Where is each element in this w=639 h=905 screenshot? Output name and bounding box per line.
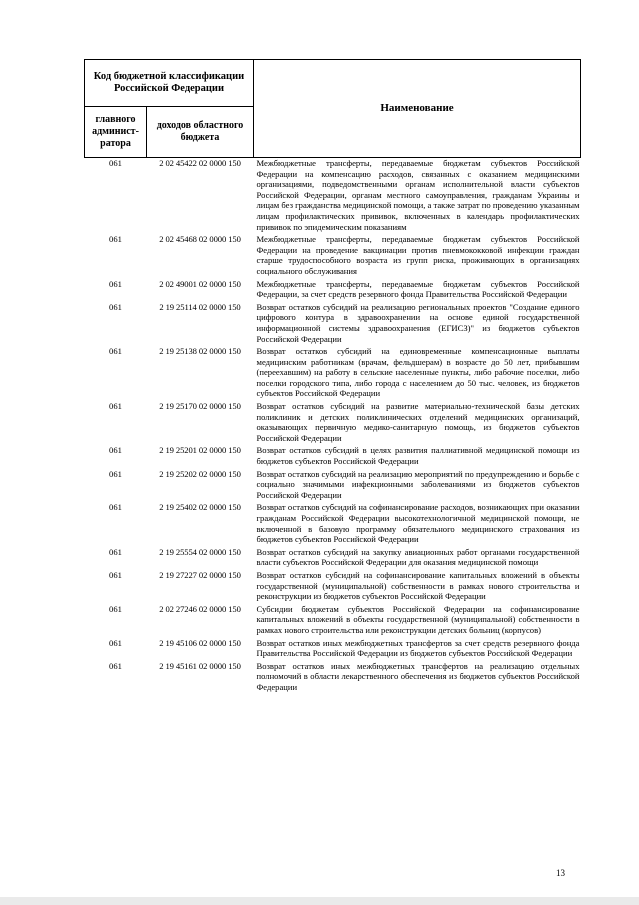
table-body [85, 158, 581, 695]
row-admin-code: 061 [109, 401, 122, 412]
table-row [85, 469, 581, 503]
header-group-title: Код бюджетной классификации Российской Федерации [85, 60, 254, 107]
budget-classification-table [84, 59, 581, 695]
row-name: Возврат остатков субсидий на реализацию региональных проектов "Создание единого цифрового контура в здравоохранении на основе единой государственной информационной системы здравоохранения (ЕГИСЗ)" из бюджетов субъектов Российской Федерации [256, 301, 580, 344]
row-name: Возврат остатков субсидий на софинансирование капитальных вложений в объекты государственной (муниципальной) собственности в рамках нового строительства и реконструкции из бюджетов субъектов Российской Федерации [256, 569, 580, 602]
page-bottom-edge [0, 897, 639, 905]
row-name: Возврат остатков субсидий на софинансирование расходов, возникающих при оказании гражданам Российской Федерации высокотехнологичной медицинской помощи, не включенной в базовую программу обязательного медицинского страхования из бюджетов субъектов Российской Федерации [256, 502, 580, 545]
row-admin-code: 061 [109, 660, 122, 671]
row-admin-code: 061 [109, 158, 122, 168]
row-name: Возврат остатков субсидий на развитие материально-технической базы детских поликлиник и детских поликлинических отделений медицинских организаций, оказывающих первичную медико-санитарную помощь, из бюджетов субъектов Российской Федерации [256, 401, 580, 443]
row-income-code: 2 02 45422 02 0000 150 [159, 158, 241, 168]
row-admin-code: 061 [109, 346, 122, 357]
row-name: Возврат остатков субсидий на единовременные компенсационные выплаты медицинским работникам (врачам, фельдшерам) в возрасте до 50 лет, прибывшим (переехавшим) на работу в сельские населенные пункты, либо рабочие поселки, либо поселки городского типа, либо города с населением до 50 тыс. человек, из бюджетов субъектов Российской Федерации [256, 346, 580, 399]
table-row [85, 661, 581, 695]
row-income-code: 2 19 25114 02 0000 150 [159, 301, 241, 312]
row-name: Межбюджетные трансферты, передаваемые бюджетам субъектов Российской Федерации на компенсацию расходов, связанных с оказанием медицинскими организациями, подведомственными органам исполнительной власти субъектов Российской Федерации, органам местного самоуправления, гражданам Украины и лицам без гражданства медицинской помощи, а также затрат по проведению указанным лицам профилактических прививок, включенных в календарь профилактических прививок по эпидемическим показаниям [256, 158, 580, 232]
row-income-code: 2 19 25402 02 0000 150 [159, 502, 241, 513]
row-income-code: 2 19 45106 02 0000 150 [159, 637, 241, 648]
row-name: Возврат остатков иных межбюджетных трансфертов на реализацию отдельных полномочий в области лекарственного обеспечения из бюджетов субъектов Российской Федерации [256, 660, 580, 692]
row-income-code: 2 19 25170 02 0000 150 [159, 401, 241, 412]
row-admin-code: 061 [109, 546, 122, 557]
row-income-code: 2 02 45468 02 0000 150 [159, 234, 241, 245]
table-row [85, 158, 581, 235]
row-admin-code: 061 [109, 502, 122, 513]
row-income-code: 2 19 25138 02 0000 150 [159, 346, 241, 357]
row-admin-code: 061 [109, 234, 122, 245]
table-row [85, 638, 581, 661]
table-row [85, 502, 581, 546]
row-name: Возврат остатков субсидий на реализацию мероприятий по предупреждению и борьбе с социально значимыми инфекционными заболеваниями из бюджетов субъектов Российской Федерации [256, 468, 580, 500]
row-income-code: 2 19 25202 02 0000 150 [159, 468, 241, 479]
row-admin-code: 061 [109, 301, 122, 312]
row-name: Межбюджетные трансферты, передаваемые бюджетам субъектов Российской Федерации, за счет средств резервного фонда Правительства Российской Федерации [256, 278, 580, 300]
row-name: Межбюджетные трансферты, передаваемые бюджетам субъектов Российской Федерации на проведение вакцинации против пневмококковой инфекции граждан старше трудоспособного возраста из групп риска, проживающих в организациях социального обслуживания [256, 234, 580, 276]
row-admin-code: 061 [109, 637, 122, 648]
header-code: доходов областного бюджета [147, 107, 254, 158]
row-admin-code: 061 [109, 468, 122, 479]
row-income-code: 2 02 49001 02 0000 150 [159, 278, 241, 289]
row-income-code: 2 19 25201 02 0000 150 [159, 445, 241, 456]
table-row [85, 346, 581, 401]
table-row [85, 234, 581, 278]
table-row [85, 445, 581, 468]
table-row [85, 401, 581, 445]
table-row [85, 604, 581, 638]
table-row [85, 302, 581, 346]
row-income-code: 2 19 45161 02 0000 150 [159, 660, 241, 671]
row-admin-code: 061 [109, 603, 122, 614]
row-admin-code: 061 [109, 445, 122, 456]
header-name: Наименование [254, 60, 581, 158]
row-income-code: 2 19 25554 02 0000 150 [159, 546, 241, 557]
row-name: Субсидии бюджетам субъектов Российской Федерации на софинансирование капитальных вложений в объекты государственной (муниципальной) собственности в рамках нового строительства или реконструкции детских больниц (корпусов) [256, 603, 580, 635]
row-admin-code: 061 [109, 278, 122, 289]
table-row [85, 570, 581, 604]
row-name: Возврат остатков субсидий в целях развития паллиативной медицинской помощи из бюджетов субъектов Российской Федерации [256, 445, 580, 467]
row-income-code: 2 02 27246 02 0000 150 [159, 603, 241, 614]
table-row [85, 547, 581, 570]
table-row [85, 279, 581, 302]
row-income-code: 2 19 27227 02 0000 150 [159, 569, 241, 580]
row-name: Возврат остатков субсидий на закупку авиационных работ органами государственной власти субъектов Российской Федерации для оказания медицинской помощи [256, 546, 580, 568]
row-admin-code: 061 [109, 569, 122, 580]
row-name: Возврат остатков иных межбюджетных трансфертов за счет средств резервного фонда Правительства Российской Федерации из бюджетов субъектов Российской Федерации [256, 637, 580, 659]
header-admin: главного админист-ратора [85, 107, 147, 158]
page-number: 13 [556, 868, 565, 878]
